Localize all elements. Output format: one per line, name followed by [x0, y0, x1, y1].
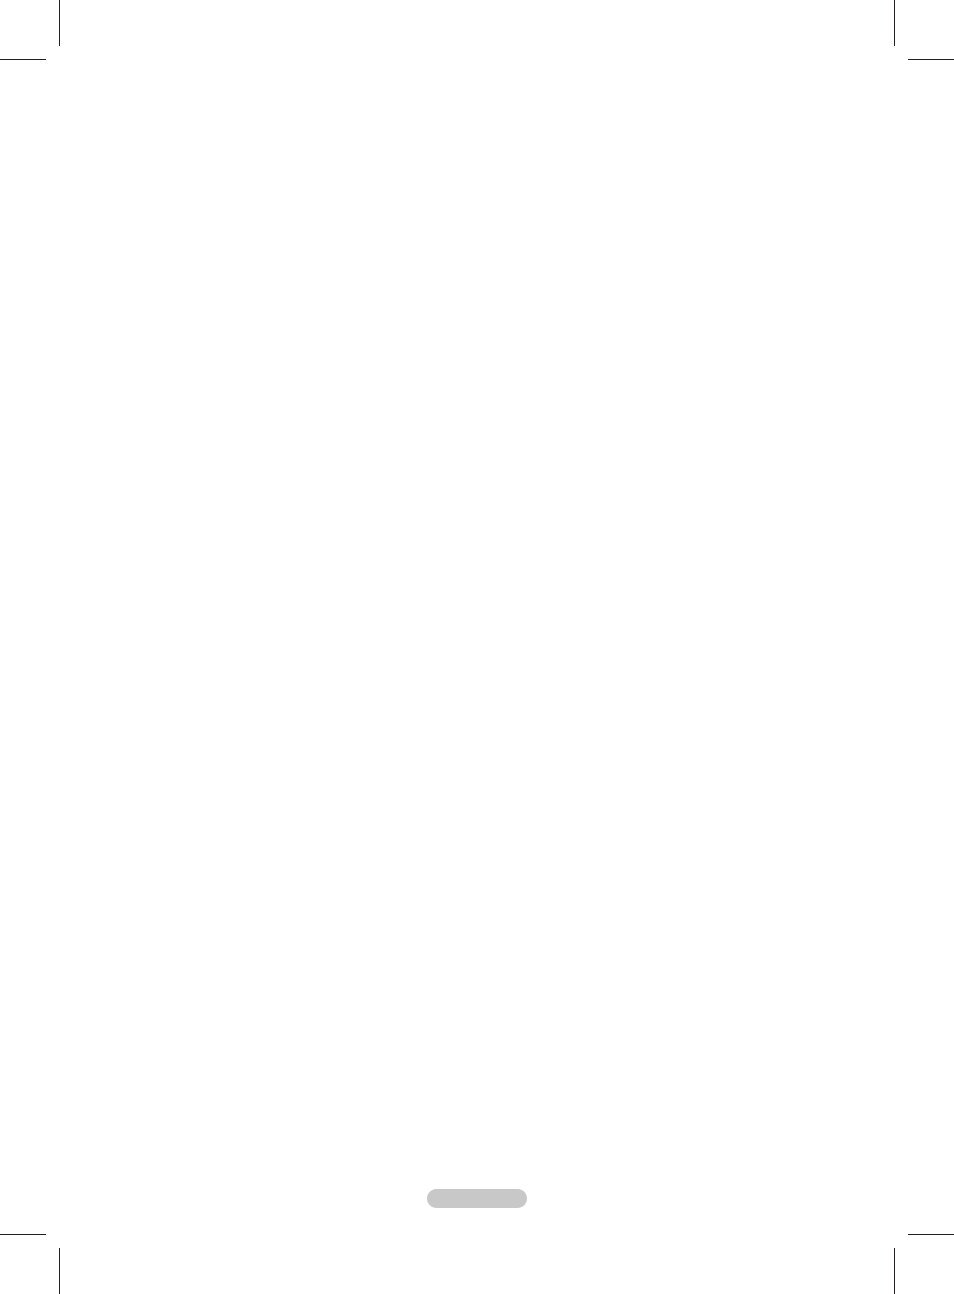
- crop-mark: [59, 1248, 60, 1294]
- crop-mark: [59, 0, 60, 46]
- crop-mark: [908, 59, 954, 60]
- crop-mark: [894, 1248, 895, 1294]
- crop-mark: [908, 1234, 954, 1235]
- crop-mark: [894, 0, 895, 46]
- crop-mark: [0, 1234, 46, 1235]
- document-body: [129, 172, 839, 181]
- page-number-badge: [427, 1189, 527, 1208]
- crop-mark: [0, 59, 46, 60]
